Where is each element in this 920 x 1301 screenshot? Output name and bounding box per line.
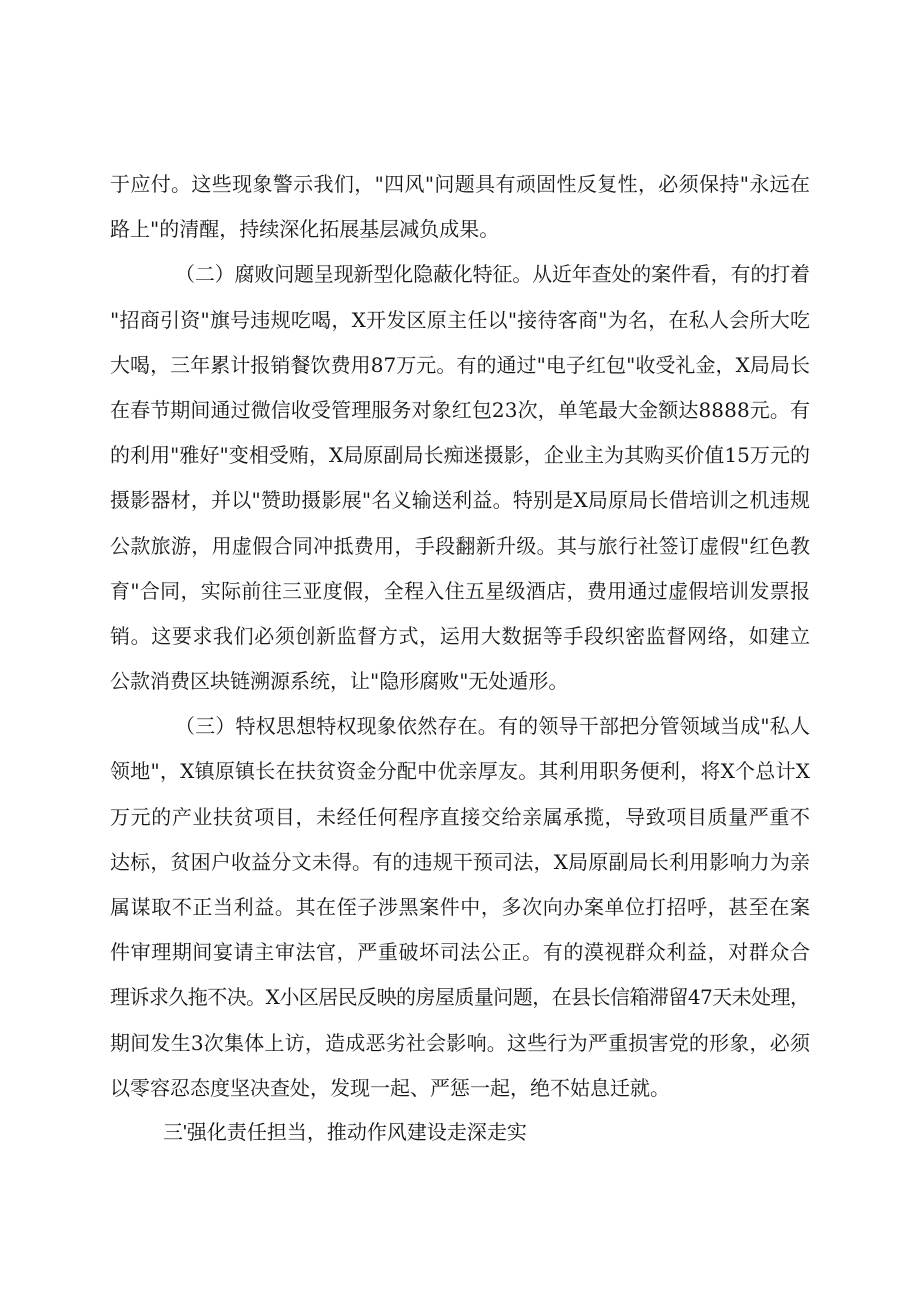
text-line-content: 理诉求久拖不决。X小区居民反映的房屋质量问题，在县长信箱滞留47天未处理， <box>110 985 810 1010</box>
text-line <box>110 749 810 794</box>
text-line <box>110 388 810 433</box>
text-line <box>110 704 810 749</box>
text-line-content: 的利用"雅好"变相受贿，X局原副局长痴迷摄影，企业主为其购买价值15万元的 <box>110 443 811 468</box>
text-line-content: 摄影器材，并以"赞助摄影展"名义输送利益。特别是X局原局长借培训之机违规 <box>110 488 811 513</box>
text-line-content: "招商引资"旗号违规吃喝，X开发区原主任以"接待客商"为名，在私人会所大吃 <box>110 307 811 332</box>
text-line-content: 育"合同，实际前往三亚度假，全程入住五星级酒店，费用通过虚假培训发票报 <box>110 578 811 603</box>
body-text <box>110 162 810 1156</box>
text-line <box>110 1021 810 1066</box>
text-line <box>110 930 810 975</box>
paragraph-privilege-thinking <box>110 704 810 1111</box>
text-line-content: 期间发生3次集体上访，造成恶劣社会影响。这些行为严重损害党的形象，必须 <box>110 1030 811 1055</box>
text-line-content: 销。这要求我们必须创新监督方式，运用大数据等手段织密监督网络，如建立 <box>110 623 811 648</box>
text-line-content: 在春节期间通过微信收受管理服务对象红包23次，单笔最大金额达8888元。有 <box>110 397 811 422</box>
text-line <box>110 614 810 659</box>
text-line <box>110 343 810 388</box>
text-line-content: 属谋取不正当利益。其在侄子涉黑案件中，多次向办案单位打招呼，甚至在案 <box>110 895 811 919</box>
paragraph-corruption-features <box>110 252 810 704</box>
text-line-content: 公款消费区块链溯源系统，让"隐形腐败"无处遁形。 <box>110 669 569 694</box>
paragraph-continued-from-previous <box>110 162 810 252</box>
text-line-content: 达标，贫困户收益分文未得。有的违规干预司法，X局原副局长利用影响力为亲 <box>110 849 811 874</box>
text-line <box>110 975 810 1020</box>
text-line-content: 于应付。这些现象警示我们，"四风"问题具有顽固性反复性，必须保持"永远在 <box>110 172 811 196</box>
text-line <box>110 1066 810 1111</box>
section-heading: 三'强化责任担当，推动作风建设走深走实 <box>163 1121 527 1144</box>
text-line <box>110 524 810 569</box>
text-line-content: （二）腐败问题呈现新型化隐蔽化特征。从近年查处的案件看，有的打着 <box>175 262 810 287</box>
text-line-content: 件审理期间宴请主审法官，严重破坏司法公正。有的漠视群众利益，对群众合 <box>110 940 811 965</box>
text-line-content: （三）特权思想特权现象依然存在。有的领导干部把分管领域当成"私人 <box>175 714 811 739</box>
text-line <box>110 840 810 885</box>
text-line-content: 以零容忍态度坚决查处，发现一起、严惩一起，绝不姑息迁就。 <box>110 1075 670 1100</box>
text-line <box>110 569 810 614</box>
text-line-content: 领地"，X镇原镇长在扶贫资金分配中优亲厚友。其利用职务便利，将X个总计X <box>110 759 811 784</box>
text-line-content: 大喝，三年累计报销餐饮费用87万元。有的通过"电子红包"收受礼金，X局局长 <box>110 352 811 377</box>
text-line <box>110 478 810 523</box>
text-line-content: 公款旅游，用虚假合同冲抵费用，手段翻新升级。其与旅行社签订虚假"红色教 <box>110 533 811 558</box>
text-line <box>110 795 810 840</box>
text-line <box>110 207 810 252</box>
text-line-content: 万元的产业扶贫项目，未经任何程序直接交给亲属承揽，导致项目质量严重不 <box>110 804 811 829</box>
text-line <box>110 885 810 930</box>
text-line <box>110 433 810 478</box>
text-line <box>110 659 810 704</box>
text-line <box>110 162 810 207</box>
text-line <box>110 252 810 297</box>
text-line <box>110 298 810 343</box>
text-line-content: 路上"的清醒，持续深化拓展基层减负成果。 <box>110 217 500 242</box>
